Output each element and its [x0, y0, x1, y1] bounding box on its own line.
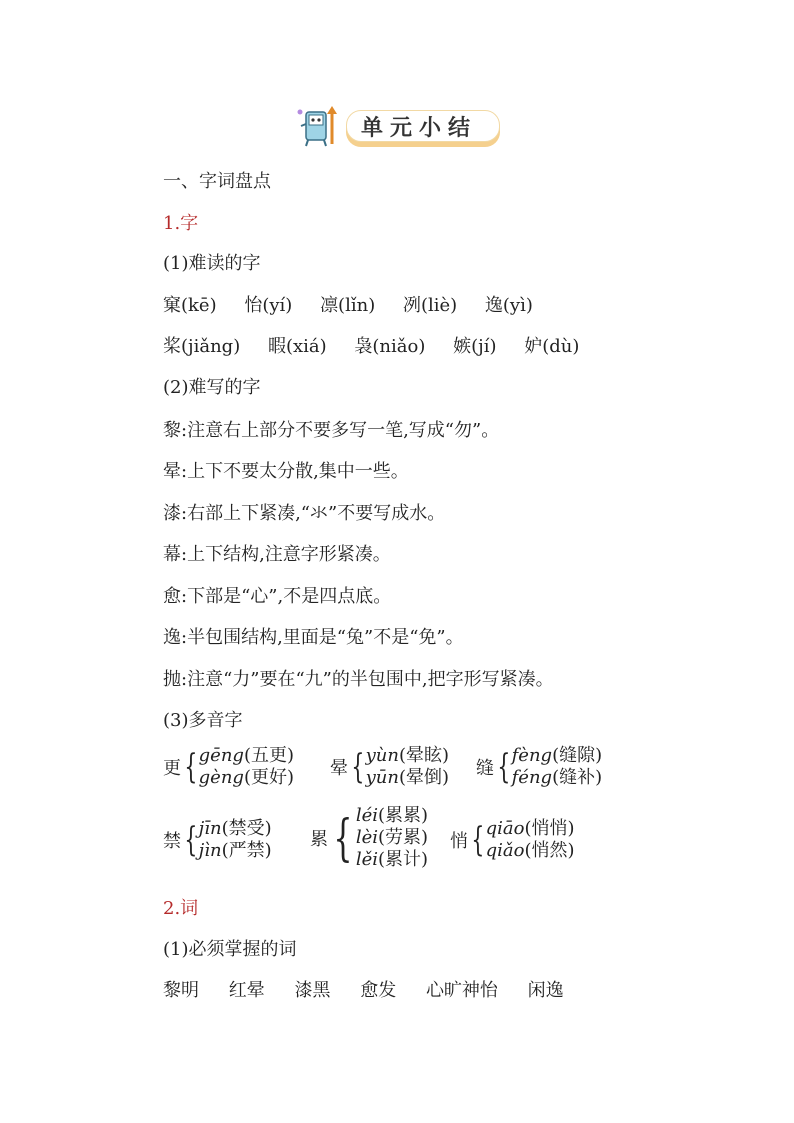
left-brace-icon: {: [184, 747, 198, 787]
word-item: 红晕: [228, 980, 265, 1001]
must-words-row: [163, 979, 588, 1003]
pinyin: jìn: [198, 840, 222, 861]
pinyin: yùn: [365, 745, 399, 766]
polyphone-group: [163, 745, 294, 789]
polyphone-char: 更: [163, 758, 181, 779]
example-word: (缝补): [552, 767, 603, 788]
polyphone-group: [450, 818, 575, 862]
hard-read-char: 逸(yì): [484, 295, 533, 316]
polyphone-group: [310, 805, 428, 871]
example-word: (累累): [377, 805, 429, 826]
word-item: 愈发: [360, 980, 397, 1001]
hard-write-item: 幕:上下结构,注意字形紧凑。: [163, 544, 391, 565]
left-brace-icon: {: [351, 747, 365, 787]
book-mascot-icon: [296, 104, 346, 148]
pinyin: gèng: [198, 767, 244, 788]
word-item: 心旷神怡: [425, 980, 498, 1001]
hard-read-heading: (1)难读的字: [163, 253, 261, 274]
pinyin: qiāo: [485, 818, 525, 839]
word-item: 黎明: [163, 980, 199, 1001]
pinyin: qiǎo: [485, 840, 525, 861]
hard-read-char: 怡(yí): [244, 295, 293, 316]
hard-read-char: 暇(xiá): [267, 336, 327, 357]
hard-write-heading: (2)难写的字: [163, 377, 261, 398]
polyphone-group: [330, 745, 449, 789]
left-brace-icon: {: [333, 809, 353, 867]
hard-read-char: 窠(kē): [163, 295, 217, 316]
example-word: (累计): [377, 849, 429, 870]
hard-read-char: 妒(dù): [524, 336, 580, 357]
subsection-words: 2.词: [163, 898, 199, 919]
polyphone-char: 缝: [476, 758, 494, 779]
hard-read-char: 嫉(jí): [453, 336, 497, 357]
pinyin: fèng: [511, 745, 553, 766]
example-word: (更好): [243, 767, 294, 788]
hard-write-item: 抛:注意“力”要在“九”的半包围中,把字形写紧凑。: [163, 669, 554, 690]
hard-read-char: 冽(liè): [402, 295, 458, 316]
polyphone-char: 禁: [163, 831, 181, 852]
example-word: (晕眩): [399, 745, 450, 766]
word-item: 闲逸: [527, 980, 564, 1001]
hard-read-char: 桨(jiǎng): [163, 336, 241, 357]
left-brace-icon: {: [184, 820, 198, 860]
hard-read-char: 凛(lǐn): [320, 295, 376, 316]
hard-write-item: 晕:上下不要太分散,集中一些。: [163, 461, 409, 482]
word-item: 漆黑: [294, 980, 331, 1001]
example-word: (劳累): [377, 827, 429, 848]
example-word: (悄悄): [524, 818, 575, 839]
left-brace-icon: {: [471, 820, 485, 860]
example-word: (禁受): [221, 818, 272, 839]
pinyin: yūn: [365, 767, 399, 788]
hard-write-item: 愈:下部是“心”,不是四点底。: [163, 586, 392, 607]
hard-read-char: 袅(niǎo): [354, 336, 426, 357]
title-banner: [346, 110, 500, 142]
pinyin: féng: [511, 767, 553, 788]
left-brace-icon: {: [497, 747, 511, 787]
example-word: (缝隙): [552, 745, 603, 766]
hard-read-row-1: [163, 294, 555, 318]
polyphone-char: 悄: [450, 831, 468, 852]
pinyin: léi: [355, 805, 378, 826]
must-words-heading: (1)必须掌握的词: [163, 939, 297, 960]
example-word: (晕倒): [399, 767, 450, 788]
pinyin: lèi: [355, 827, 378, 848]
polyphone-group: [163, 818, 272, 862]
pinyin: jīn: [198, 818, 222, 839]
example-word: (五更): [243, 745, 294, 766]
hard-write-item: 漆:右部上下紧凑,“氺”不要写成水。: [163, 503, 446, 524]
hard-read-row-2: [163, 335, 601, 359]
polyphone-heading: (3)多音字: [163, 710, 243, 731]
example-word: (悄然): [524, 840, 575, 861]
hard-write-item: 逸:半包围结构,里面是“兔”不是“免”。: [163, 627, 464, 648]
pinyin: gēng: [198, 745, 244, 766]
pinyin: lěi: [355, 849, 378, 870]
polyphone-char: 晕: [330, 758, 348, 779]
example-word: (严禁): [221, 840, 272, 861]
page-title: 单元小结: [361, 115, 478, 141]
hard-write-item: 黎:注意右上部分不要多写一笔,写成“勿”。: [163, 420, 500, 441]
polyphone-group: [476, 745, 602, 789]
subsection-characters: 1.字: [163, 213, 199, 234]
section-heading: 一、字词盘点: [163, 171, 271, 192]
unit-summary-title: [296, 104, 500, 148]
polyphone-char: 累: [310, 829, 328, 850]
